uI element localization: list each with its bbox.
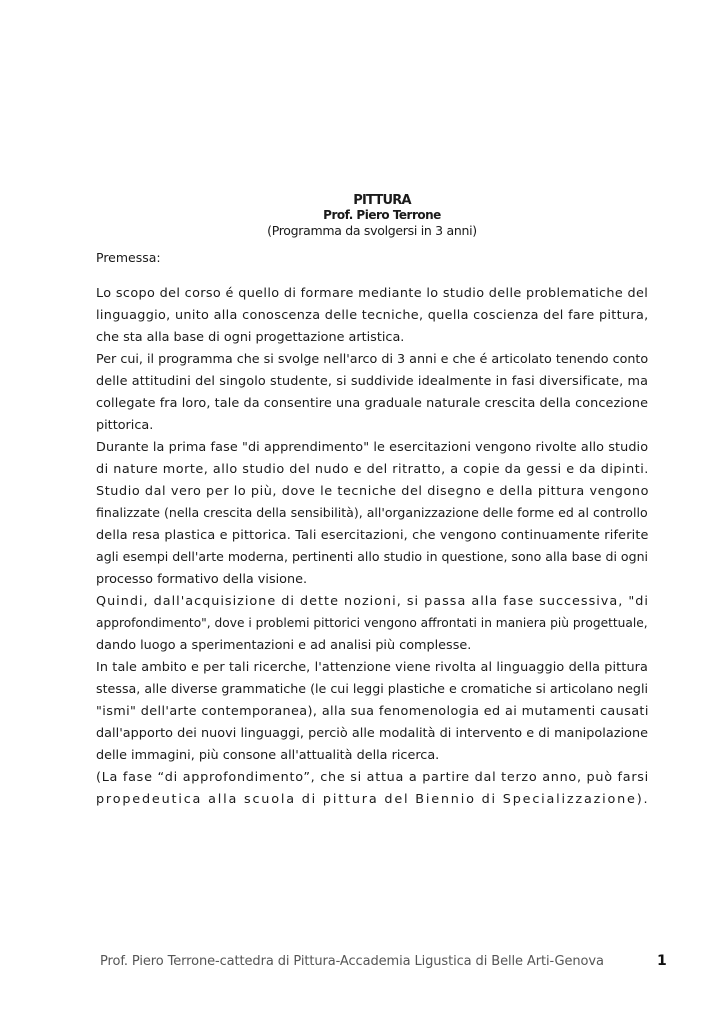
body-line: "ismi" dell'arte contemporanea), alla sua fenomenologia ed ai mutamenti causati xyxy=(96,704,649,719)
body-line: di nature morte, allo studio del nudo e del ritratto, a copie da gessi e da dipinti. xyxy=(96,462,649,477)
body-line: della resa plastica e pittorica. Tali esercitazioni, che vengono continuamente riferite xyxy=(96,528,649,543)
body-line: In tale ambito e per tali ricerche, l'attenzione viene rivolta al linguaggio della pittura xyxy=(96,660,648,675)
body-line: (La fase “di approfondimento”, che si attua a partire dal terzo anno, può farsi xyxy=(96,770,649,785)
body-line: Quindi, dall'acquisizione di dette nozioni, si passa alla fase successiva, "di xyxy=(96,594,649,609)
body-line: processo formativo della visione. xyxy=(96,572,308,587)
premessa-label: Premessa: xyxy=(96,250,161,265)
body-line: Per cui, il programma che si svolge nell'arco di 3 anni e che é articolato tenendo conto xyxy=(96,352,649,367)
body-line: pittorica. xyxy=(96,418,154,433)
body-line: linguaggio, unito alla conoscenza delle tecniche, quella coscienza del fare pittura, xyxy=(96,308,649,323)
body-line: delle immagini, più consone all'attualità della ricerca. xyxy=(96,748,440,763)
body-line: dando luogo a sperimentazioni e ad analisi più complesse. xyxy=(96,638,472,653)
body-paragraphs xyxy=(96,283,648,811)
document-header xyxy=(96,193,648,238)
page-footer: Prof. Piero Terrone-cattedra di Pittura-Accademia Ligustica di Belle Arti-Genova xyxy=(100,954,604,969)
body-line: Durante la prima fase "di apprendimento" le esercitazioni vengono rivolte allo studio xyxy=(96,440,649,455)
body-line: dall'apporto dei nuovi linguaggi, perciò alle modalità di intervento e di manipolazione xyxy=(96,726,648,741)
body-line: che sta alla base di ogni progettazione artistica. xyxy=(96,330,405,345)
body-line: stessa, alle diverse grammatiche (le cui leggi plastiche e cromatiche si articolano negli xyxy=(96,682,649,697)
body-line: Lo scopo del corso é quello di formare mediante lo studio delle problematiche del xyxy=(96,286,649,301)
body-line: delle attitudini del singolo studente, si suddivide idealmente in fasi diversificate, ma xyxy=(96,374,649,389)
document-title: PITTURA xyxy=(353,193,411,208)
body-line: finalizzate (nella crescita della sensibilità), all'organizzazione delle forme ed al controllo xyxy=(96,506,648,521)
author-name: Prof. Piero Terrone xyxy=(323,208,441,222)
body-line: approfondimento", dove i problemi pittorici vengono affrontati in maniera più progettuale, xyxy=(96,616,648,631)
page-number: 1 xyxy=(657,953,667,969)
body-line: collegate fra loro, tale da consentire una graduale naturale crescita della concezione xyxy=(96,396,649,411)
body-line: agli esempi dell'arte moderna, pertinenti allo studio in questione, sono alla base di ogni xyxy=(96,550,649,565)
body-line: Studio dal vero per lo più, dove le tecniche del disegno e della pittura vengono xyxy=(96,484,650,499)
body-line: propedeutica alla scuola di pittura del Biennio di Specializzazione). xyxy=(96,792,650,807)
document-subtitle: (Programma da svolgersi in 3 anni) xyxy=(267,223,477,238)
